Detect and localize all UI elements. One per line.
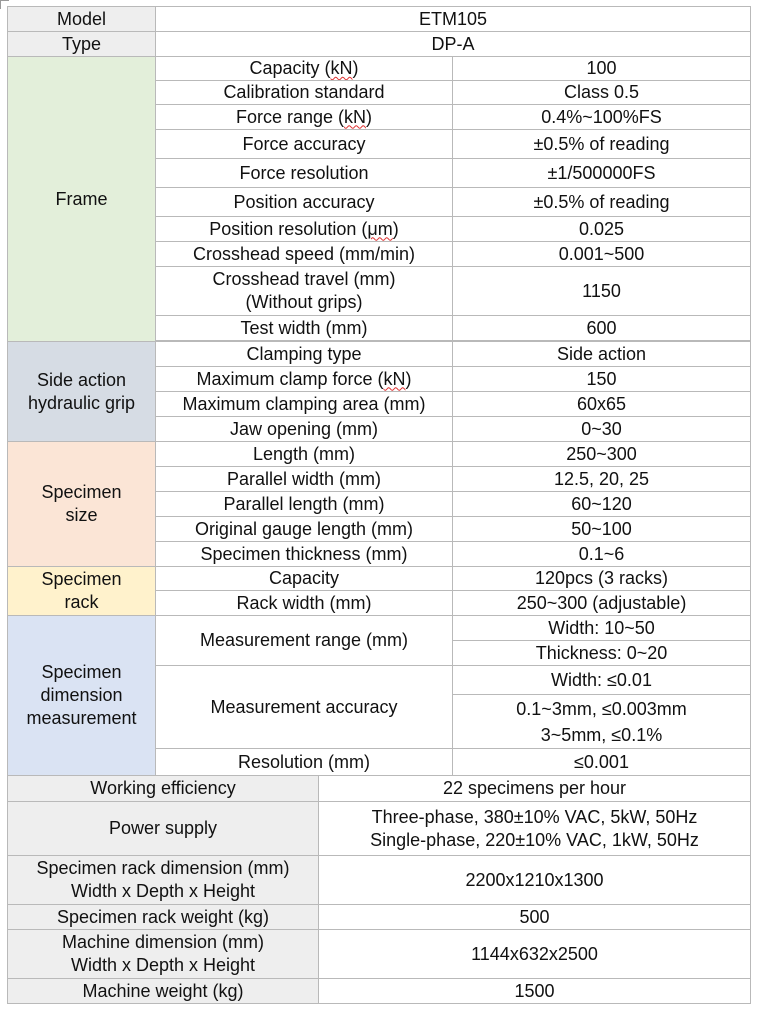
spec-value: 600 <box>453 316 751 341</box>
spec-value: 50~100 <box>453 517 751 542</box>
spec-label: Force range (kN) <box>156 105 453 130</box>
general-value: 1500 <box>319 979 751 1004</box>
type-label: Type <box>8 32 156 57</box>
table-row <box>8 776 751 802</box>
table-row <box>8 342 751 367</box>
spec-value: 3~5mm, ≤0.1% <box>453 724 751 749</box>
spec-label: Original gauge length (mm) <box>156 517 453 542</box>
spec-label: Force resolution <box>156 159 453 188</box>
table-row <box>8 567 751 591</box>
spec-label: Jaw opening (mm) <box>156 417 453 442</box>
table-row <box>8 856 751 905</box>
general-value: Three-phase, 380±10% VAC, 5kW, 50Hz Single-phase, 220±10% VAC, 1kW, 50Hz <box>319 802 751 856</box>
grip-category: Side action hydraulic grip <box>8 342 156 442</box>
spec-label: Capacity (kN) <box>156 57 453 81</box>
general-label: Machine dimension (mm) Width x Depth x Height <box>8 930 319 979</box>
table-row <box>8 930 751 979</box>
table-row <box>8 32 751 57</box>
specification-table <box>7 6 751 1004</box>
spec-label: Crosshead travel (mm) (Without grips) <box>156 267 453 316</box>
spec-value: 0.1~3mm, ≤0.003mm <box>453 695 751 724</box>
spec-value: Width: ≤0.01 <box>453 666 751 695</box>
spec-label: Force accuracy <box>156 130 453 159</box>
table-row <box>8 979 751 1004</box>
spec-value: 0.1~6 <box>453 542 751 567</box>
spec-value: ±0.5% of reading <box>453 130 751 159</box>
general-label: Specimen rack dimension (mm) Width x Depth x Height <box>8 856 319 905</box>
spec-value: Thickness: 0~20 <box>453 641 751 666</box>
spec-value: 12.5, 20, 25 <box>453 467 751 492</box>
spec-value: ≤0.001 <box>453 749 751 776</box>
spec-label: Length (mm) <box>156 442 453 467</box>
spec-label: Measurement range (mm) <box>156 616 453 666</box>
general-value: 500 <box>319 905 751 930</box>
spec-label: Maximum clamp force (kN) <box>156 367 453 392</box>
spec-value: 120pcs (3 racks) <box>453 567 751 591</box>
spec-value: Width: 10~50 <box>453 616 751 641</box>
spec-value: ±1/500000FS <box>453 159 751 188</box>
general-value: 1144x632x2500 <box>319 930 751 979</box>
spec-value: 250~300 (adjustable) <box>453 591 751 616</box>
spec-value: ±0.5% of reading <box>453 188 751 217</box>
spec-label: Position resolution (μm) <box>156 217 453 242</box>
table-row <box>8 57 751 81</box>
spec-value: 1150 <box>453 267 751 316</box>
spec-label: Clamping type <box>156 342 453 367</box>
general-value: 22 specimens per hour <box>319 776 751 802</box>
type-value: DP-A <box>156 32 751 57</box>
general-value: 2200x1210x1300 <box>319 856 751 905</box>
model-value: ETM105 <box>156 7 751 32</box>
spec-label: Test width (mm) <box>156 316 453 341</box>
spec-value: Class 0.5 <box>453 81 751 105</box>
spec-label: Parallel length (mm) <box>156 492 453 517</box>
model-label: Model <box>8 7 156 32</box>
spec-label: Specimen thickness (mm) <box>156 542 453 567</box>
table-row <box>8 7 751 32</box>
spec-value: 60x65 <box>453 392 751 417</box>
spec-label: Parallel width (mm) <box>156 467 453 492</box>
spec-label: Position accuracy <box>156 188 453 217</box>
measure-category: Specimen dimension measurement <box>8 616 156 776</box>
spec-label: Rack width (mm) <box>156 591 453 616</box>
spec-label: Maximum clamping area (mm) <box>156 392 453 417</box>
general-label: Specimen rack weight (kg) <box>8 905 319 930</box>
spec-label: Measurement accuracy <box>156 666 453 749</box>
table-row <box>8 442 751 467</box>
spec-label: Crosshead speed (mm/min) <box>156 242 453 267</box>
general-label: Working efficiency <box>8 776 319 802</box>
spec-label: Calibration standard <box>156 81 453 105</box>
spec-value: Side action <box>453 342 751 367</box>
spec-value: 150 <box>453 367 751 392</box>
table-row <box>8 616 751 641</box>
table-row <box>8 802 751 856</box>
table-row <box>8 905 751 930</box>
rack-category: Specimen rack <box>8 567 156 616</box>
spec-label: Resolution (mm) <box>156 749 453 776</box>
spec-value: 0~30 <box>453 417 751 442</box>
spec-value: 250~300 <box>453 442 751 467</box>
frame-category: Frame <box>8 57 156 342</box>
spec-label: Capacity <box>156 567 453 591</box>
spec-value: 0.001~500 <box>453 242 751 267</box>
general-label: Machine weight (kg) <box>8 979 319 1004</box>
spec-value: 0.025 <box>453 217 751 242</box>
spec-value: 0.4%~100%FS <box>453 105 751 130</box>
spec-value: 100 <box>453 57 751 81</box>
spec-value: 60~120 <box>453 492 751 517</box>
general-label: Power supply <box>8 802 319 856</box>
size-category: Specimen size <box>8 442 156 567</box>
